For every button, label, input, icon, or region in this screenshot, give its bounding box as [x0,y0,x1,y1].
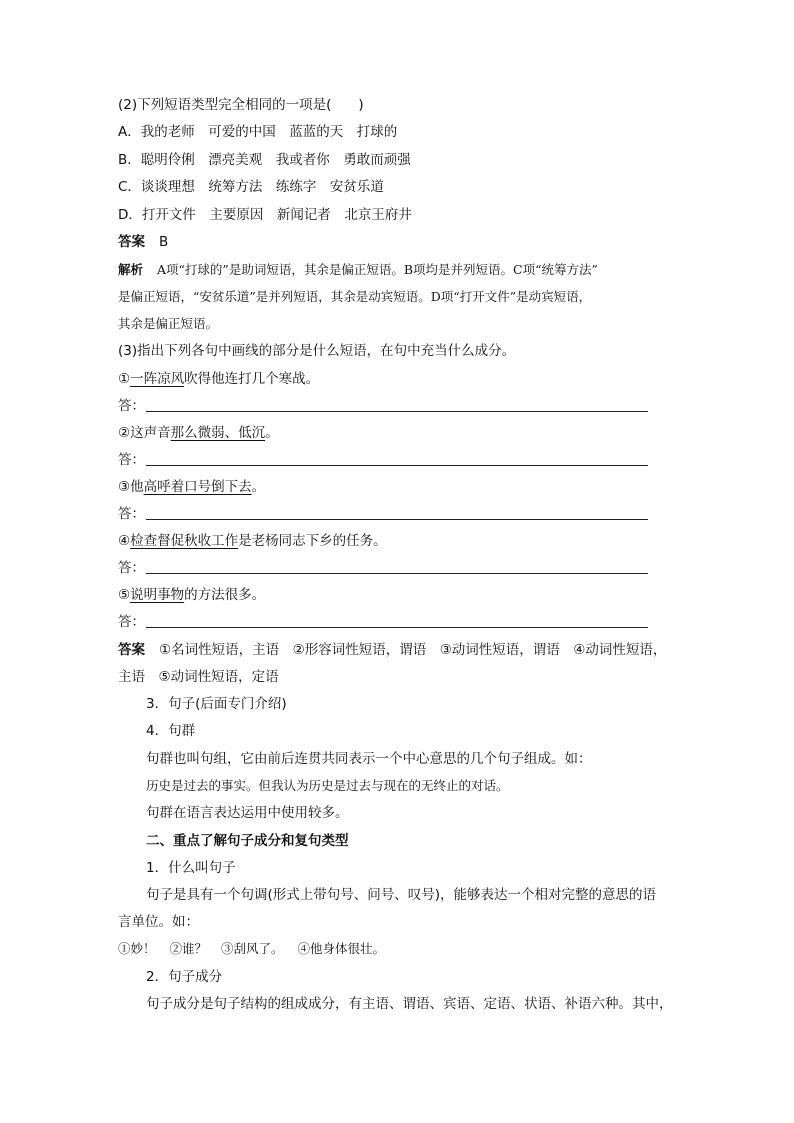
answer-blank-4[interactable] [146,573,648,574]
answer-prompt-5: 答： [118,614,145,630]
answer-label: 答案 [118,642,145,658]
underlined-phrase: 高呼着口号倒下去 [143,479,252,495]
sentence-2: ②这声音那么微弱、低沉。 [118,425,279,441]
section-4-example: 历史是过去的事实。但我认为历史是过去与现在的无终止的对话。 [146,778,509,793]
section-4-note: 句群在语言表达运用中使用较多。 [146,805,349,821]
sentence-4: ④检查督促秋收工作是老杨同志下乡的任务。 [118,533,387,549]
section-4-text: 句群也叫句组，它由前后连贯共同表示一个中心意思的几个句子组成。如： [146,751,592,767]
answer-prompt-1: 答： [118,398,145,414]
underlined-phrase: 一阵凉风 [130,371,185,387]
part-2-sub1-title: 1．什么叫句子 [146,860,236,876]
option-d: D．打开文件 主要原因 新闻记者 北京王府井 [118,207,412,223]
option-a: A．我的老师 可爱的中国 蓝蓝的天 打球的 [118,124,398,140]
analysis-line-2: 是偏正短语，“安贫乐道”是并列短语，其余是动宾短语。D项“打开文件”是动宾短语， [118,289,592,304]
section-3-title: 3．句子(后面专门介绍) [146,696,287,712]
option-b: B．聪明伶俐 漂亮美观 我或者你 勇敢而顽强 [118,152,411,168]
part-2-examples: ①妙！ ②谁？ ③刮风了。 ④他身体很壮。 [118,941,386,956]
answer-prompt-2: 答： [118,452,145,468]
underlined-phrase: 说明事物 [130,587,185,603]
analysis-line-3: 其余是偏正短语。 [118,316,219,331]
part-2-heading: 二、重点了解句子成分和复句类型 [146,833,349,849]
sentence-3: ③他高呼着口号倒下去。 [118,479,266,495]
answer-blank-1[interactable] [146,411,648,412]
answer-blank-5[interactable] [146,627,648,628]
answer-prompt-4: 答： [118,560,145,576]
part-2-sub2-text: 句子成分是句子结构的组成成分，有主语、谓语、宾语、定语、状语、补语六种。其中， [146,996,673,1012]
question-2-stem: (2)下列短语类型完全相同的一项是( ) [118,97,364,113]
sentence-5: ⑤说明事物的方法很多。 [118,587,266,603]
part-2-sub1-text-1: 句子是具有一个句调(形式上带句号、问号、叹号)，能够表达一个相对完整的意思的语 [146,887,657,903]
part-2-sub2-title: 2．句子成分 [146,969,223,985]
sentence-1: ①一阵凉风吹得他连打几个寒战。 [118,371,320,387]
q3-answer-line-1: 答案 ①名词性短语，主语 ②形容词性短语，谓语 ③动词性短语，谓语 ④动词性短语， [118,642,667,658]
answer-value: B [159,234,169,250]
question-3-stem: (3)指出下列各句中画线的部分是什么短语，在句中充当什么成分。 [118,343,516,359]
answer-prompt-3: 答： [118,506,145,522]
section-4-title: 4．句群 [146,723,196,739]
option-c: C．谈谈理想 统筹方法 练练字 安贫乐道 [118,179,384,195]
answer-blank-3[interactable] [146,519,648,520]
answer-row [118,233,168,251]
analysis-line-1: 解析 A项“打球的”是助词短语，其余是偏正短语。B项均是并列短语。C项“统筹方法” [118,262,598,277]
part-2-sub1-text-2: 言单位。如： [118,914,199,930]
underlined-phrase: 检查督促秋收工作 [130,533,239,549]
analysis-label: 解析 [118,262,144,277]
answer-blank-2[interactable] [146,465,648,466]
underlined-phrase: 那么微弱、低沉 [170,425,266,441]
q3-answer-line-2: 主语 ⑤动词性短语，定语 [118,669,279,685]
answer-label: 答案 [118,234,145,250]
